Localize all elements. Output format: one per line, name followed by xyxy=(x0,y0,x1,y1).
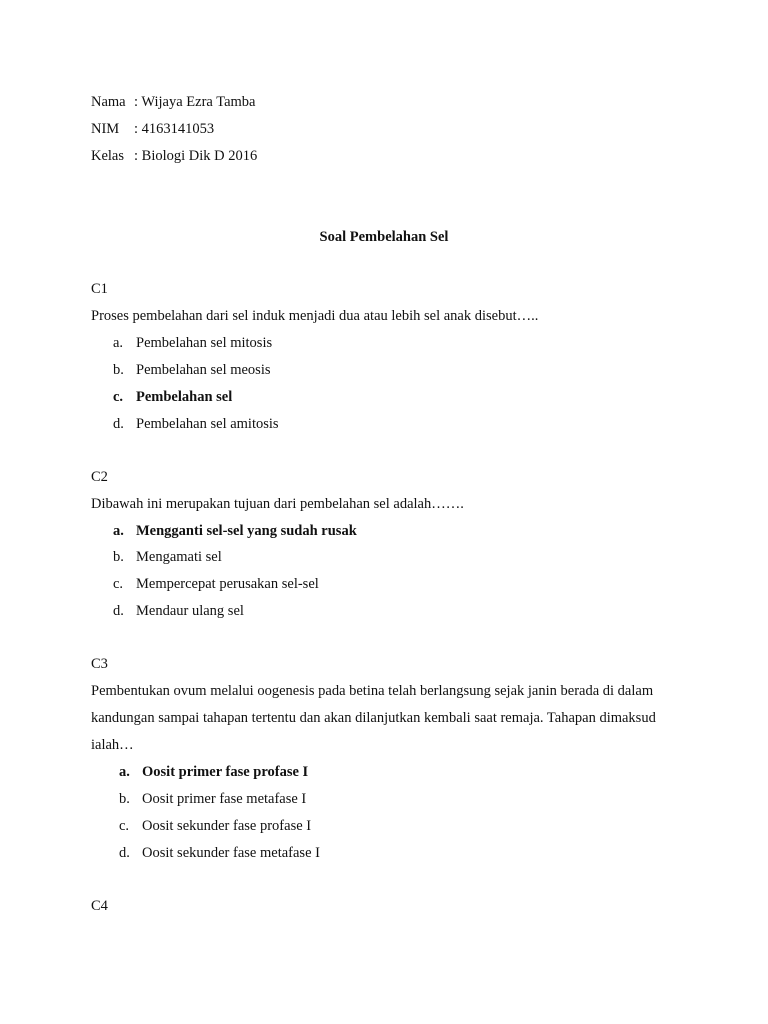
option-letter: d. xyxy=(119,845,130,861)
kelas-label: Kelas xyxy=(91,148,125,164)
option-letter: b. xyxy=(113,549,124,565)
option-letter-answer: c. xyxy=(113,389,124,405)
question-label-c1: C1 xyxy=(91,281,108,297)
option-text-answer: Oosit primer fase profase I xyxy=(142,764,309,780)
option-text: Mendaur ulang sel xyxy=(136,603,244,619)
option-letter: d. xyxy=(113,603,124,619)
page-title: Soal Pembelahan Sel xyxy=(319,229,449,245)
question-text-c3-line1: Pembentukan ovum melalui oogenesis pada betina telah berlangsung sejak janin berada di dalam xyxy=(91,683,654,699)
option-text-answer: Mengganti sel-sel yang sudah rusak xyxy=(136,523,357,539)
option-text: Mengamati sel xyxy=(136,549,222,565)
option-text: Oosit sekunder fase profase I xyxy=(142,818,312,834)
question-text-c1: Proses pembelahan dari sel induk menjadi dua atau lebih sel anak disebut….. xyxy=(91,308,539,324)
option-letter-answer: a. xyxy=(113,523,124,539)
question-label-c4: C4 xyxy=(91,898,108,914)
question-label-c2: C2 xyxy=(91,469,108,485)
option-text: Pembelahan sel mitosis xyxy=(136,335,273,351)
option-text: Oosit sekunder fase metafase I xyxy=(142,845,320,861)
nim-label: NIM xyxy=(91,121,120,137)
option-text: Mempercepat perusakan sel-sel xyxy=(136,576,319,592)
option-letter: b. xyxy=(119,791,130,807)
option-letter: c. xyxy=(119,818,130,834)
nama-label: Nama xyxy=(91,94,126,110)
option-text: Pembelahan sel amitosis xyxy=(136,416,279,432)
option-text: Oosit primer fase metafase I xyxy=(142,791,307,807)
option-letter-answer: a. xyxy=(119,764,130,780)
option-letter: a. xyxy=(113,335,124,351)
option-text: Pembelahan sel meosis xyxy=(136,362,271,378)
question-text-c3-line3: ialah… xyxy=(91,737,134,753)
nim-value: : 4163141053 xyxy=(134,121,215,137)
option-text-answer: Pembelahan sel xyxy=(136,389,233,405)
option-letter: c. xyxy=(113,576,124,592)
question-text-c2: Dibawah ini merupakan tujuan dari pembelahan sel adalah……. xyxy=(91,496,464,512)
question-text-c3-line2: kandungan sampai tahapan tertentu dan akan dilanjutkan kembali saat remaja. Tahapan dimaksud xyxy=(91,710,656,726)
question-label-c3: C3 xyxy=(91,656,108,672)
option-letter: b. xyxy=(113,362,124,378)
nama-value: : Wijaya Ezra Tamba xyxy=(134,94,256,110)
option-letter: d. xyxy=(113,416,124,432)
kelas-value: : Biologi Dik D 2016 xyxy=(134,148,258,164)
